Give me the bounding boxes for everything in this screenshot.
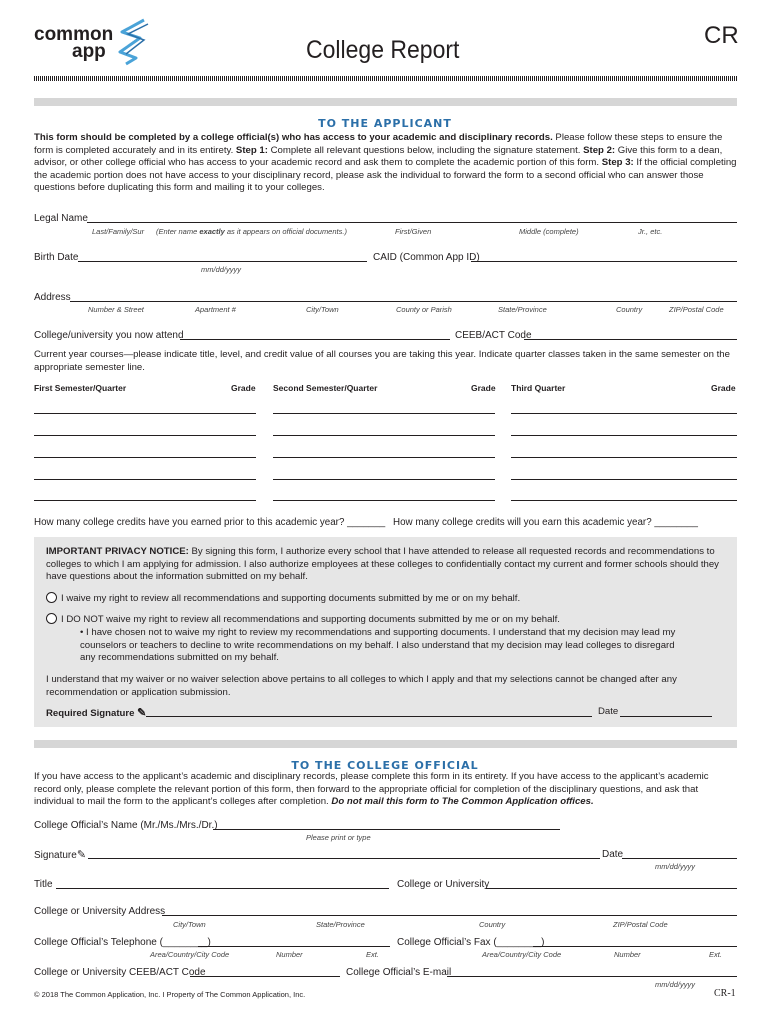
address-sub-zip: ZIP/Postal Code	[669, 305, 724, 314]
course-line[interactable]	[34, 479, 256, 480]
required-signature-label: Required Signature ✎	[46, 707, 147, 719]
legal-name-sub-first: First/Given	[395, 227, 432, 236]
waiver-understanding: I understand that my waiver or no waiver selection above pertains to all colleges to which I apply and that my selections cannot be changed after any recommendation or application submission.	[46, 674, 677, 698]
college-now-label: College/university you now attend	[34, 330, 184, 341]
official-instructions: If you have access to the applicant’s academic and disciplinary records, please complete this form in its entirety. If you have access to the applicant’s academic record only, please complete the relevant portion of this form, then forward to the appropriate official for completion of the disciplinary questions, and ask that individual to mail the form to the applicant’s colleges after completion. Do not mail this form to The Common Application offices.	[34, 771, 709, 808]
course-line[interactable]	[511, 413, 737, 414]
official-name-field[interactable]	[213, 829, 560, 830]
legal-name-sub-last: Last/Family/Sur	[92, 227, 145, 236]
not-waive-bullet: • I have chosen not to waive my right to review my recommendations and supporting documents. I understand that my decision may lead my counselors or teachers to decline to write recommendations on my behalf. I also understand that my decision may lead colleges to disregard any recommendations submitted on my behalf.	[80, 627, 676, 664]
privacy-notice: IMPORTANT PRIVACY NOTICE: By signing this form, I authorize every school that I have attended to release all requested records and recommendations to colleges to which I am applying for admission. I also authorize employees at these colleges to confidentially contact my current and former schools should they have questions about the information submitted on my behalf.	[46, 546, 719, 583]
required-date-field[interactable]	[620, 716, 712, 717]
required-signature-field[interactable]	[146, 716, 592, 717]
form-code: CR	[704, 22, 739, 49]
course-line[interactable]	[273, 457, 495, 458]
official-band	[34, 740, 737, 748]
pen-icon: ✎	[137, 707, 147, 719]
address-field[interactable]	[70, 301, 737, 302]
college-address-field[interactable]	[162, 915, 737, 916]
credits-prior-question[interactable]: How many college credits have you earned prior to this academic year? _______	[34, 517, 386, 528]
col-first-semester: First Semester/Quarter	[34, 383, 127, 393]
footer-copyright: © 2018 The Common Application, Inc. I Property of The Common Application, Inc.	[34, 990, 306, 999]
phone-label: College Official’s Telephone (________)	[34, 937, 211, 948]
not-waive-radio[interactable]	[46, 613, 57, 624]
address-sub-country: Country	[616, 305, 643, 314]
privacy-title: IMPORTANT PRIVACY NOTICE:	[46, 546, 189, 557]
official-heading: TO THE COLLEGE OFFICIAL	[291, 759, 479, 772]
email-label: College Official’s E-mail	[346, 967, 452, 978]
credits-this-question[interactable]: How many college credits will you earn this academic year? ________	[393, 517, 698, 528]
course-line[interactable]	[273, 479, 495, 480]
logo-text-app: app	[72, 41, 106, 62]
fax-sub-area: Area/Country/City Code	[482, 950, 562, 959]
legal-name-sub-jr: Jr., etc.	[638, 227, 663, 236]
waive-radio[interactable]	[46, 592, 57, 603]
official-date-label: Date	[602, 849, 624, 860]
required-date-label: Date	[598, 706, 619, 717]
legal-name-label: Legal Name	[34, 213, 88, 224]
legal-name-sub-enter: (Enter name exactly as it appears on official documents.)	[156, 227, 347, 236]
address-sub-apartment: Apartment #	[195, 305, 236, 314]
course-line[interactable]	[34, 413, 256, 414]
course-line[interactable]	[34, 457, 256, 458]
official-ceeb-label: College or University CEEB/ACT Code	[34, 967, 206, 978]
course-line[interactable]	[511, 457, 737, 458]
college-label: College or University	[397, 879, 490, 890]
course-line[interactable]	[34, 435, 256, 436]
applicant-instructions: This form should be completed by a college official(s) who has access to your academic and disciplinary records. Please follow these steps to ensure the form is completed accurately and in its entirety. Step 1: Complete all relevant questions below, including the signature statement. Step 2: Give this form to a dean, advisor, or other college official who has access to your academic record and ask them to complete the academic portion of this form. Step 3: If the official completing the academic portion does not have access to your disciplinary record, please ask the individual to forward the form to a second official who can answer those questions before duplicating this form and mailing it to your colleges.	[34, 132, 737, 194]
phone-sub-number: Number	[276, 950, 303, 959]
logo-mark-icon	[114, 18, 154, 66]
fax-label: College Official’s Fax (________)	[397, 937, 545, 948]
official-name-label: College Official’s Name (Mr./Ms./Mrs./Dr.)	[34, 820, 218, 831]
address-sub-county: County or Parish	[396, 305, 452, 314]
address-sub-state: State/Province	[498, 305, 547, 314]
course-line[interactable]	[34, 500, 256, 501]
birth-date-sub: mm/dd/yyyy	[201, 265, 242, 274]
fax-field[interactable]	[533, 946, 737, 947]
official-signature-field[interactable]	[88, 858, 600, 859]
college-address-sub-country: Country	[479, 920, 506, 929]
footer-page-number: CR-1	[714, 988, 736, 999]
fax-sub-number: Number	[614, 950, 641, 959]
email-field[interactable]	[447, 976, 737, 977]
course-line[interactable]	[273, 413, 495, 414]
applicant-band	[34, 98, 737, 106]
college-address-label: College or University Address	[34, 906, 166, 917]
legal-name-sub-middle: Middle (complete)	[519, 227, 579, 236]
course-line[interactable]	[273, 435, 495, 436]
address-sub-city: City/Town	[306, 305, 339, 314]
address-label: Address	[34, 292, 71, 303]
title-field[interactable]	[56, 888, 389, 889]
college-address-sub-city: City/Town	[173, 920, 206, 929]
pen-icon: ✎	[76, 849, 87, 861]
instructions-bold: This form should be completed by a college official(s) who has access to your academic and disciplinary records.	[34, 132, 553, 143]
col-second-semester: Second Semester/Quarter	[273, 383, 378, 393]
phone-sub-ext: Ext.	[366, 950, 379, 959]
college-field[interactable]	[486, 888, 737, 889]
college-address-sub-state: State/Province	[316, 920, 365, 929]
phone-sub-area: Area/Country/City Code	[150, 950, 230, 959]
fax-sub-ext: Ext.	[709, 950, 722, 959]
caid-label: CAID (Common App ID)	[373, 252, 480, 263]
legal-name-field[interactable]	[87, 222, 737, 223]
phone-field[interactable]	[198, 946, 390, 947]
col-first-grade: Grade	[231, 383, 256, 393]
college-now-field[interactable]	[180, 339, 450, 340]
course-line[interactable]	[511, 479, 737, 480]
courses-instructions: Current year courses—please indicate title, level, and credit value of all courses you are taking this year. Indicate quarter classes taken in the same semester on the appropriate semester line.	[34, 349, 730, 373]
official-ceeb-field[interactable]	[190, 976, 340, 977]
official-name-sub: Please print or type	[306, 833, 371, 842]
official-date-field[interactable]	[622, 858, 737, 859]
course-line[interactable]	[511, 435, 737, 436]
title-label: Title	[34, 879, 53, 890]
col-third-grade: Grade	[711, 383, 736, 393]
applicant-heading: TO THE APPLICANT	[318, 117, 452, 130]
birth-date-label: Birth Date	[34, 252, 79, 263]
not-waive-label: I DO NOT waive my right to review all recommendations and supporting documents submitted by me or on my behalf.	[61, 614, 560, 625]
birth-date-field[interactable]	[78, 261, 367, 262]
official-date-sub: mm/dd/yyyy	[655, 862, 696, 871]
ceeb-label: CEEB/ACT Code	[455, 330, 532, 341]
email-sub: mm/dd/yyyy	[655, 980, 696, 989]
col-third-quarter: Third Quarter	[511, 383, 566, 393]
official-signature-label: Signature✎	[34, 849, 87, 861]
header-divider	[34, 76, 737, 81]
course-line[interactable]	[273, 500, 495, 501]
college-address-sub-zip: ZIP/Postal Code	[613, 920, 668, 929]
waive-label: I waive my right to review all recommendations and supporting documents submitted by me or on my behalf.	[61, 593, 521, 604]
caid-field[interactable]	[471, 261, 737, 262]
course-line[interactable]	[511, 500, 737, 501]
address-sub-street: Number & Street	[88, 305, 144, 314]
col-second-grade: Grade	[471, 383, 496, 393]
page-title: College Report	[306, 36, 460, 64]
logo-text-common: common	[34, 24, 114, 45]
ceeb-field[interactable]	[524, 339, 737, 340]
